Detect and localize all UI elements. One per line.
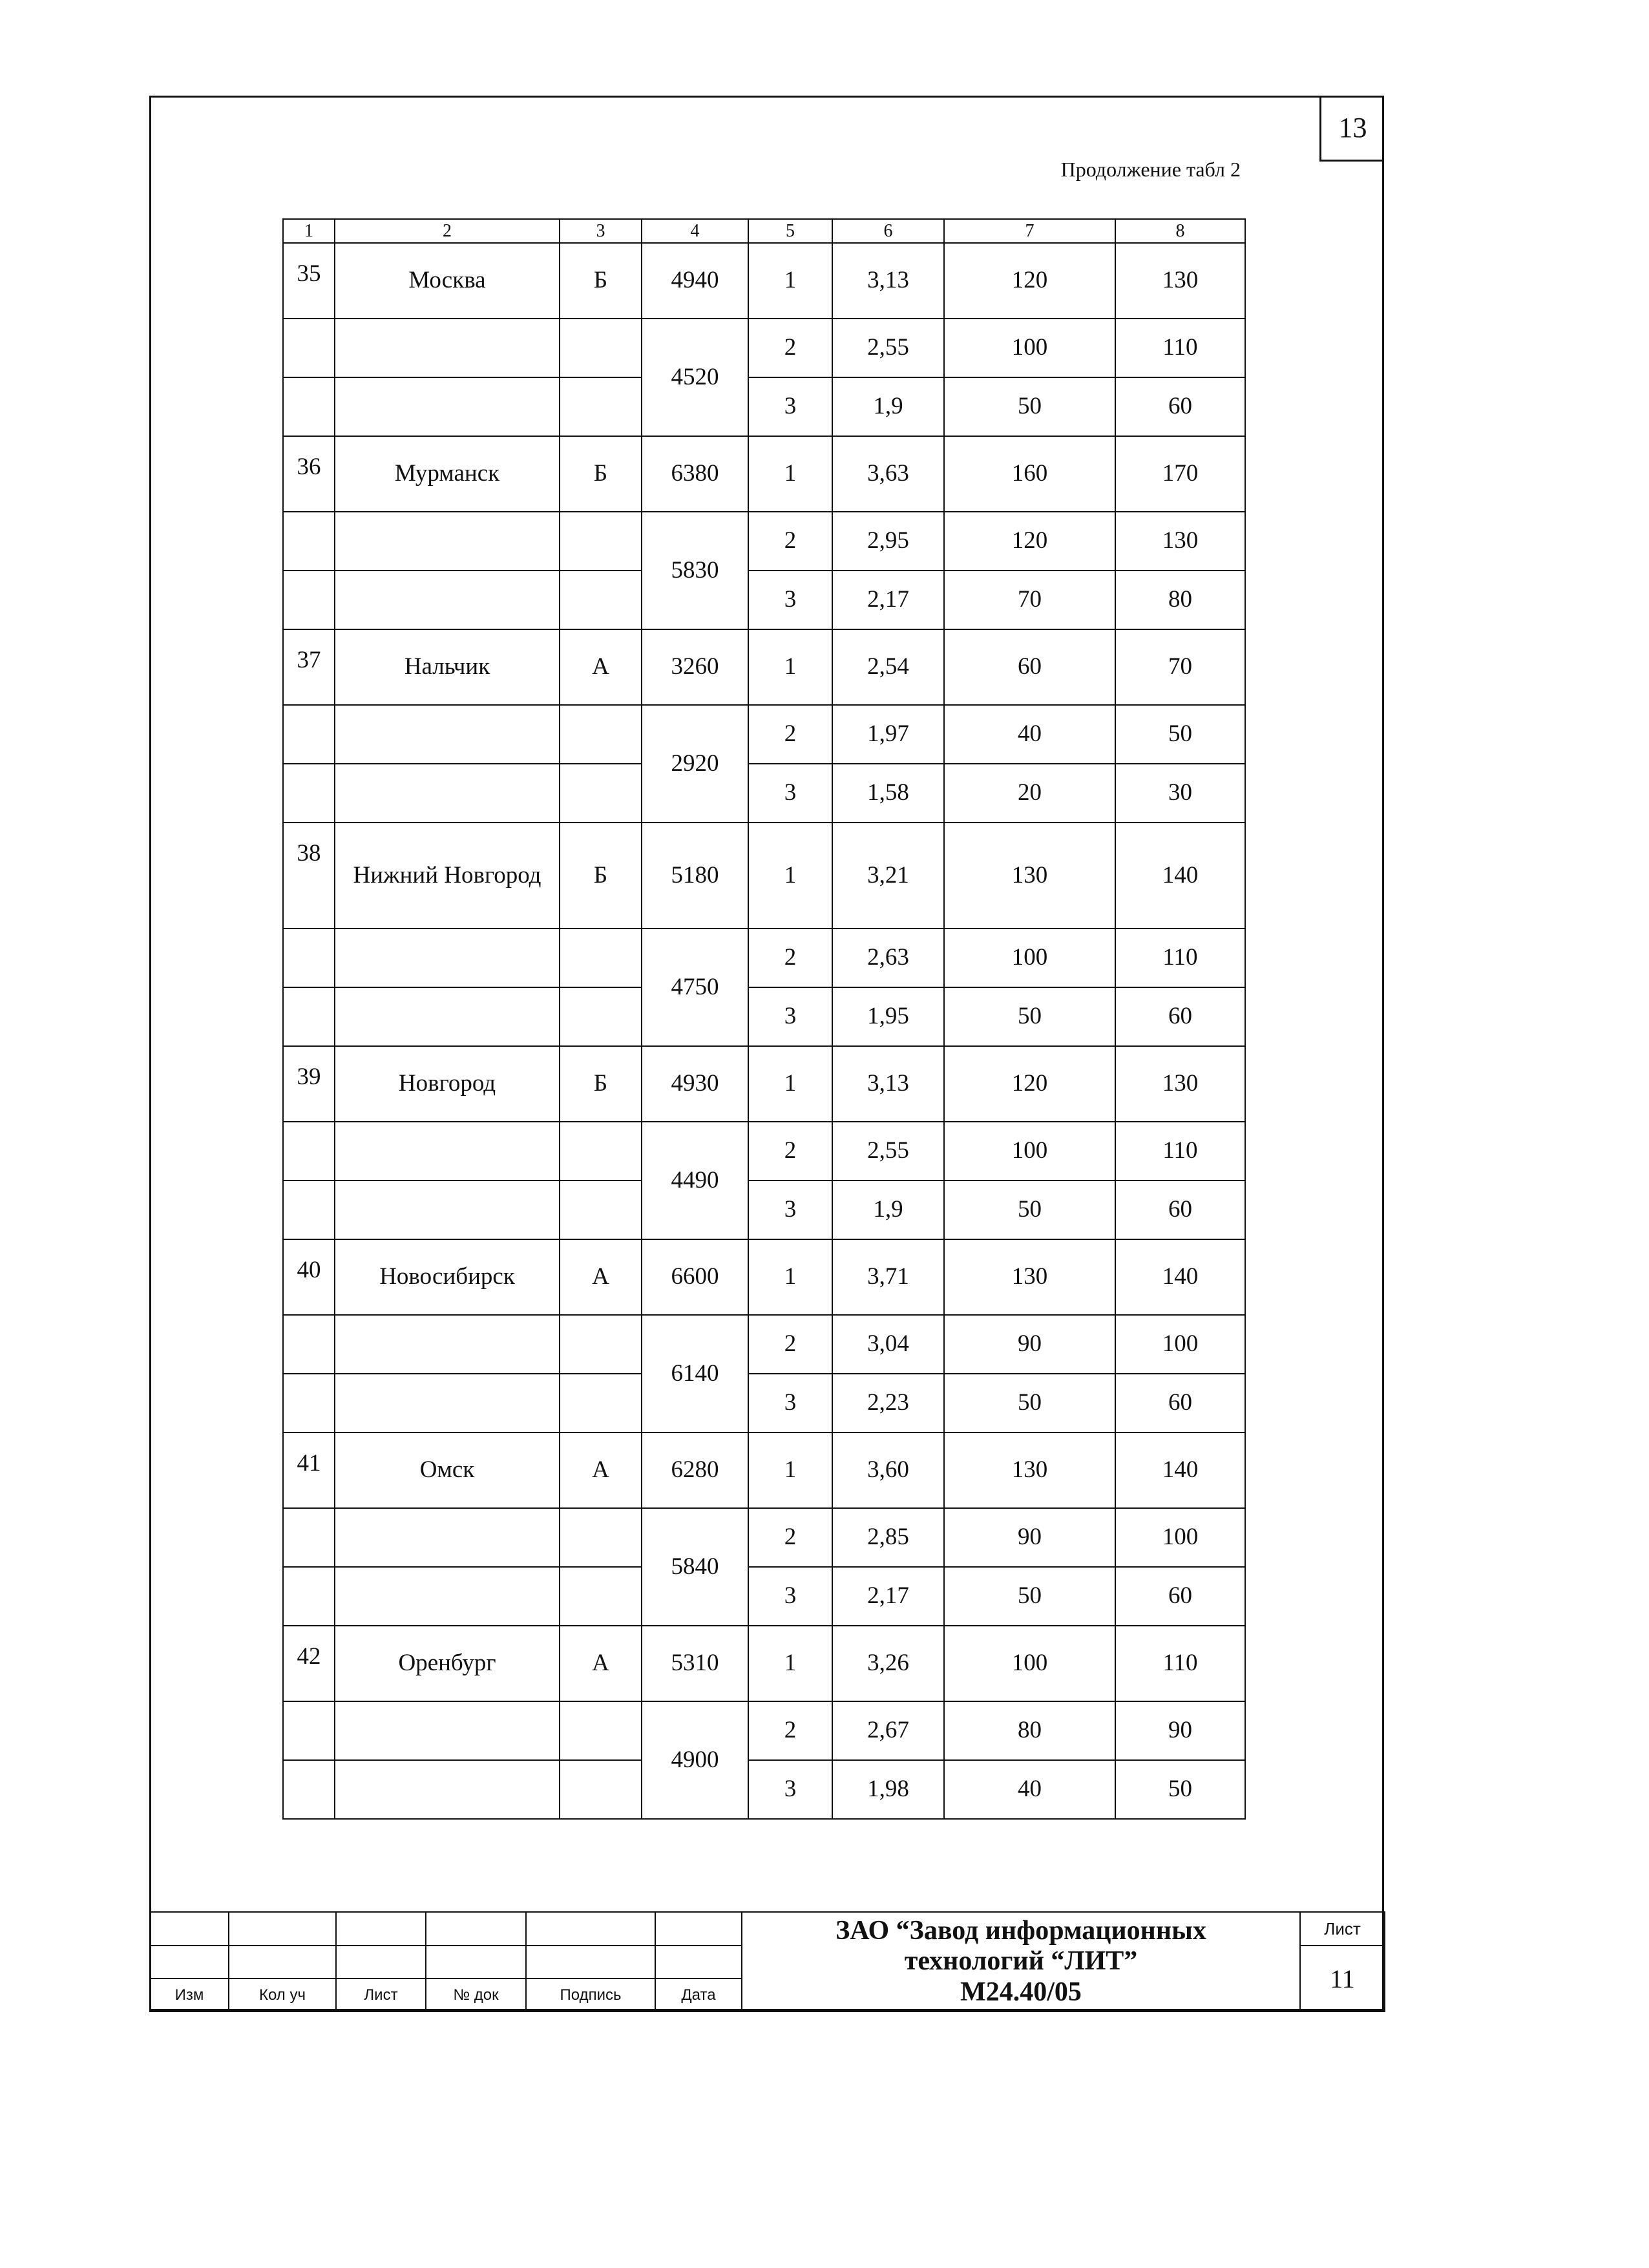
table-cell: 90: [944, 1508, 1115, 1567]
table-cell: 60: [1115, 987, 1245, 1046]
table-cell: 110: [1115, 319, 1245, 377]
table-row: [283, 319, 1245, 377]
empty-cell: [335, 512, 560, 571]
table-cell: 100: [944, 1626, 1115, 1701]
column-header: 7: [944, 219, 1115, 243]
table-cell: 2,85: [832, 1508, 944, 1567]
empty-cell: [283, 1567, 335, 1626]
stamp-label-qty: Кол уч: [229, 1979, 336, 2011]
table-cell: 50: [1115, 1760, 1245, 1819]
stamp-cell: [655, 1946, 742, 1979]
empty-cell: [283, 571, 335, 629]
stamp-cell: [150, 1946, 229, 1979]
table-cell: 2,95: [832, 512, 944, 571]
empty-cell: [283, 1315, 335, 1374]
column-header: 2: [335, 219, 560, 243]
stamp-cell: [150, 1912, 229, 1946]
table-cell: 120: [944, 512, 1115, 571]
city-number: 42: [283, 1626, 335, 1701]
table-cell: 1: [748, 243, 832, 319]
empty-cell: [283, 319, 335, 377]
empty-cell: [335, 1374, 560, 1433]
table-cell: 80: [944, 1701, 1115, 1760]
empty-cell: [283, 929, 335, 987]
empty-cell: [560, 1315, 642, 1374]
table-cell: 50: [944, 1181, 1115, 1239]
value-col4: 4930: [642, 1046, 748, 1122]
table-row: [283, 705, 1245, 764]
empty-cell: [335, 319, 560, 377]
column-header: 6: [832, 219, 944, 243]
table-row: [283, 243, 1245, 319]
table-cell: 100: [944, 1122, 1115, 1181]
table-cell: 2: [748, 705, 832, 764]
empty-cell: [560, 987, 642, 1046]
empty-cell: [283, 512, 335, 571]
table-cell: 3: [748, 987, 832, 1046]
city-number: 36: [283, 436, 335, 512]
empty-cell: [560, 1760, 642, 1819]
zone: Б: [560, 823, 642, 929]
empty-cell: [560, 1181, 642, 1239]
table-cell: 60: [944, 629, 1115, 705]
empty-cell: [283, 377, 335, 436]
table-cell: 3: [748, 1181, 832, 1239]
empty-cell: [283, 1181, 335, 1239]
city-name: Мурманск: [335, 436, 560, 512]
table-cell: 1: [748, 1626, 832, 1701]
city-number: 40: [283, 1239, 335, 1315]
table-cell: 1,95: [832, 987, 944, 1046]
table-cell: 2,55: [832, 319, 944, 377]
table-cell: 3: [748, 377, 832, 436]
value-col4: 6280: [642, 1433, 748, 1508]
table-cell: 160: [944, 436, 1115, 512]
table-cell: 1: [748, 1239, 832, 1315]
table-cell: 2,55: [832, 1122, 944, 1181]
table-row: [283, 1239, 1245, 1315]
stamp-cell: [426, 1912, 526, 1946]
empty-cell: [335, 1508, 560, 1567]
empty-cell: [283, 1508, 335, 1567]
table-cell: 3,71: [832, 1239, 944, 1315]
company-name-line1: ЗАО “Завод информационных: [835, 1916, 1206, 1946]
zone: А: [560, 1626, 642, 1701]
document-code: М24.40/05: [960, 1977, 1082, 2007]
city-name: Омск: [335, 1433, 560, 1508]
table-row: [283, 1433, 1245, 1508]
table-cell: 100: [1115, 1315, 1245, 1374]
table-cell: 130: [1115, 243, 1245, 319]
sheet-number: 11: [1300, 1946, 1385, 2011]
empty-cell: [560, 319, 642, 377]
table-cell: 50: [1115, 705, 1245, 764]
table-cell: 130: [1115, 1046, 1245, 1122]
table-cell: 70: [944, 571, 1115, 629]
value-col4: 4490: [642, 1122, 748, 1239]
table-cell: 130: [944, 1239, 1115, 1315]
table-cell: 2,17: [832, 1567, 944, 1626]
table-row: [283, 1315, 1245, 1374]
value-col4: 2920: [642, 705, 748, 823]
value-col4: 6140: [642, 1315, 748, 1433]
empty-cell: [560, 1122, 642, 1181]
table-row: [283, 1760, 1245, 1819]
value-col4: 6600: [642, 1239, 748, 1315]
company-name-line2: технологий “ЛИТ”: [904, 1946, 1138, 1977]
city-number: 41: [283, 1433, 335, 1508]
table-cell: 1: [748, 823, 832, 929]
empty-cell: [560, 1374, 642, 1433]
column-header: 3: [560, 219, 642, 243]
stamp-cell: [526, 1946, 655, 1979]
empty-cell: [560, 764, 642, 823]
empty-cell: [335, 1760, 560, 1819]
table-cell: 50: [944, 1567, 1115, 1626]
city-number: 37: [283, 629, 335, 705]
value-col4: 4520: [642, 319, 748, 436]
column-header: 1: [283, 219, 335, 243]
table-cell: 70: [1115, 629, 1245, 705]
company-block: [742, 1912, 1300, 2011]
table-cell: 40: [944, 1760, 1115, 1819]
table-row: [283, 377, 1245, 436]
empty-cell: [283, 1374, 335, 1433]
table-cell: 140: [1115, 823, 1245, 929]
city-name: Нальчик: [335, 629, 560, 705]
value-col4: 5840: [642, 1508, 748, 1626]
table-cell: 2,63: [832, 929, 944, 987]
page-number: 13: [1319, 96, 1384, 162]
empty-cell: [560, 571, 642, 629]
table-cell: 3: [748, 1760, 832, 1819]
table-cell: 3: [748, 764, 832, 823]
table-cell: 3,21: [832, 823, 944, 929]
empty-cell: [560, 1508, 642, 1567]
table-cell: 130: [944, 823, 1115, 929]
city-number: 38: [283, 823, 335, 929]
city-number: 35: [283, 243, 335, 319]
table-cell: 50: [944, 987, 1115, 1046]
empty-cell: [335, 705, 560, 764]
table-cell: 2: [748, 319, 832, 377]
empty-cell: [335, 377, 560, 436]
table-cell: 170: [1115, 436, 1245, 512]
table-cell: 30: [1115, 764, 1245, 823]
empty-cell: [283, 1122, 335, 1181]
value-col4: 4900: [642, 1701, 748, 1819]
header-row: [283, 219, 1245, 243]
value-col4: 5830: [642, 512, 748, 629]
table-cell: 130: [1115, 512, 1245, 571]
stamp-cell: [229, 1912, 336, 1946]
empty-cell: [560, 1567, 642, 1626]
stamp-cell: [426, 1946, 526, 1979]
empty-cell: [335, 1181, 560, 1239]
empty-cell: [283, 1760, 335, 1819]
value-col4: 4750: [642, 929, 748, 1046]
stamp-label-signature: Подпись: [526, 1979, 655, 2011]
city-name: Оренбург: [335, 1626, 560, 1701]
table-row: [283, 512, 1245, 571]
table-row: [283, 929, 1245, 987]
empty-cell: [560, 377, 642, 436]
zone: А: [560, 1239, 642, 1315]
table-cell: 100: [1115, 1508, 1245, 1567]
data-table: [282, 218, 1246, 1820]
table-cell: 2: [748, 1508, 832, 1567]
table-cell: 1,58: [832, 764, 944, 823]
empty-cell: [283, 1701, 335, 1760]
stamp-label-change: Изм: [150, 1979, 229, 2011]
table-caption: Продолжение табл 2: [1060, 158, 1241, 181]
table-row: [283, 1567, 1245, 1626]
value-col4: 4940: [642, 243, 748, 319]
column-header: 8: [1115, 219, 1245, 243]
table-cell: 2,54: [832, 629, 944, 705]
empty-cell: [335, 1315, 560, 1374]
table-row: [283, 1701, 1245, 1760]
city-name: Новосибирск: [335, 1239, 560, 1315]
stamp-label-sheet: Лист: [336, 1979, 426, 2011]
table-row: [283, 823, 1245, 929]
table-cell: 20: [944, 764, 1115, 823]
stamp-cell: [526, 1912, 655, 1946]
table-row: [283, 1374, 1245, 1433]
table-cell: 110: [1115, 929, 1245, 987]
empty-cell: [335, 571, 560, 629]
table-cell: 90: [944, 1315, 1115, 1374]
value-col4: 5310: [642, 1626, 748, 1701]
empty-cell: [335, 1567, 560, 1626]
table-cell: 110: [1115, 1122, 1245, 1181]
table-cell: 100: [944, 929, 1115, 987]
table-row: [283, 1046, 1245, 1122]
table-cell: 1: [748, 436, 832, 512]
table-cell: 3,13: [832, 1046, 944, 1122]
table-cell: 3,04: [832, 1315, 944, 1374]
table-cell: 3,63: [832, 436, 944, 512]
table-cell: 1,9: [832, 377, 944, 436]
value-col4: 6380: [642, 436, 748, 512]
empty-cell: [335, 1701, 560, 1760]
table-cell: 1,9: [832, 1181, 944, 1239]
table-cell: 2: [748, 1122, 832, 1181]
table-cell: 130: [944, 1433, 1115, 1508]
stamp-cell: [336, 1946, 426, 1979]
column-header: 4: [642, 219, 748, 243]
table-cell: 3: [748, 571, 832, 629]
table-cell: 1: [748, 1433, 832, 1508]
table-row: [283, 629, 1245, 705]
table-cell: 60: [1115, 1567, 1245, 1626]
stamp-cell: [655, 1912, 742, 1946]
empty-cell: [283, 987, 335, 1046]
zone: Б: [560, 243, 642, 319]
table-cell: 60: [1115, 1181, 1245, 1239]
zone: Б: [560, 1046, 642, 1122]
stamp-cell: [336, 1912, 426, 1946]
table-cell: 3: [748, 1567, 832, 1626]
table-cell: 2,23: [832, 1374, 944, 1433]
city-number: 39: [283, 1046, 335, 1122]
table-row: [283, 1508, 1245, 1567]
value-col4: 3260: [642, 629, 748, 705]
table-cell: 2: [748, 929, 832, 987]
column-header: 5: [748, 219, 832, 243]
table-row: [283, 1122, 1245, 1181]
table-cell: 120: [944, 243, 1115, 319]
table-cell: 2: [748, 1315, 832, 1374]
table-row: [283, 436, 1245, 512]
empty-cell: [335, 1122, 560, 1181]
table-cell: 3,60: [832, 1433, 944, 1508]
table-cell: 40: [944, 705, 1115, 764]
stamp-cell: [229, 1946, 336, 1979]
table-cell: 60: [1115, 1374, 1245, 1433]
table-cell: 1: [748, 1046, 832, 1122]
table-row: [283, 1181, 1245, 1239]
empty-cell: [283, 705, 335, 764]
stamp-label-docnum: № док: [426, 1979, 526, 2011]
table-cell: 140: [1115, 1239, 1245, 1315]
city-name: Новгород: [335, 1046, 560, 1122]
table-cell: 50: [944, 377, 1115, 436]
table-cell: 1: [748, 629, 832, 705]
table-cell: 50: [944, 1374, 1115, 1433]
table-cell: 2: [748, 1701, 832, 1760]
table-cell: 90: [1115, 1701, 1245, 1760]
empty-cell: [560, 512, 642, 571]
table-cell: 1,98: [832, 1760, 944, 1819]
table-cell: 100: [944, 319, 1115, 377]
table-cell: 60: [1115, 377, 1245, 436]
empty-cell: [335, 987, 560, 1046]
table-row: [283, 764, 1245, 823]
table-row: [283, 987, 1245, 1046]
empty-cell: [560, 705, 642, 764]
table-cell: 3,13: [832, 243, 944, 319]
table-row: [283, 1626, 1245, 1701]
empty-cell: [335, 764, 560, 823]
table-cell: 2,67: [832, 1701, 944, 1760]
city-name: Нижний Новгород: [335, 823, 560, 929]
stamp-label-date: Дата: [655, 1979, 742, 2011]
title-block: [149, 1911, 1385, 2012]
table-cell: 110: [1115, 1626, 1245, 1701]
table-cell: 2: [748, 512, 832, 571]
zone: Б: [560, 436, 642, 512]
zone: А: [560, 629, 642, 705]
table-cell: 3,26: [832, 1626, 944, 1701]
empty-cell: [560, 929, 642, 987]
table-cell: 1,97: [832, 705, 944, 764]
table-row: [283, 571, 1245, 629]
table-cell: 140: [1115, 1433, 1245, 1508]
zone: А: [560, 1433, 642, 1508]
empty-cell: [335, 929, 560, 987]
empty-cell: [283, 764, 335, 823]
table-cell: 2,17: [832, 571, 944, 629]
table-cell: 80: [1115, 571, 1245, 629]
table-cell: 3: [748, 1374, 832, 1433]
value-col4: 5180: [642, 823, 748, 929]
table-cell: 120: [944, 1046, 1115, 1122]
city-name: Москва: [335, 243, 560, 319]
empty-cell: [560, 1701, 642, 1760]
sheet-label: Лист: [1300, 1912, 1385, 1946]
